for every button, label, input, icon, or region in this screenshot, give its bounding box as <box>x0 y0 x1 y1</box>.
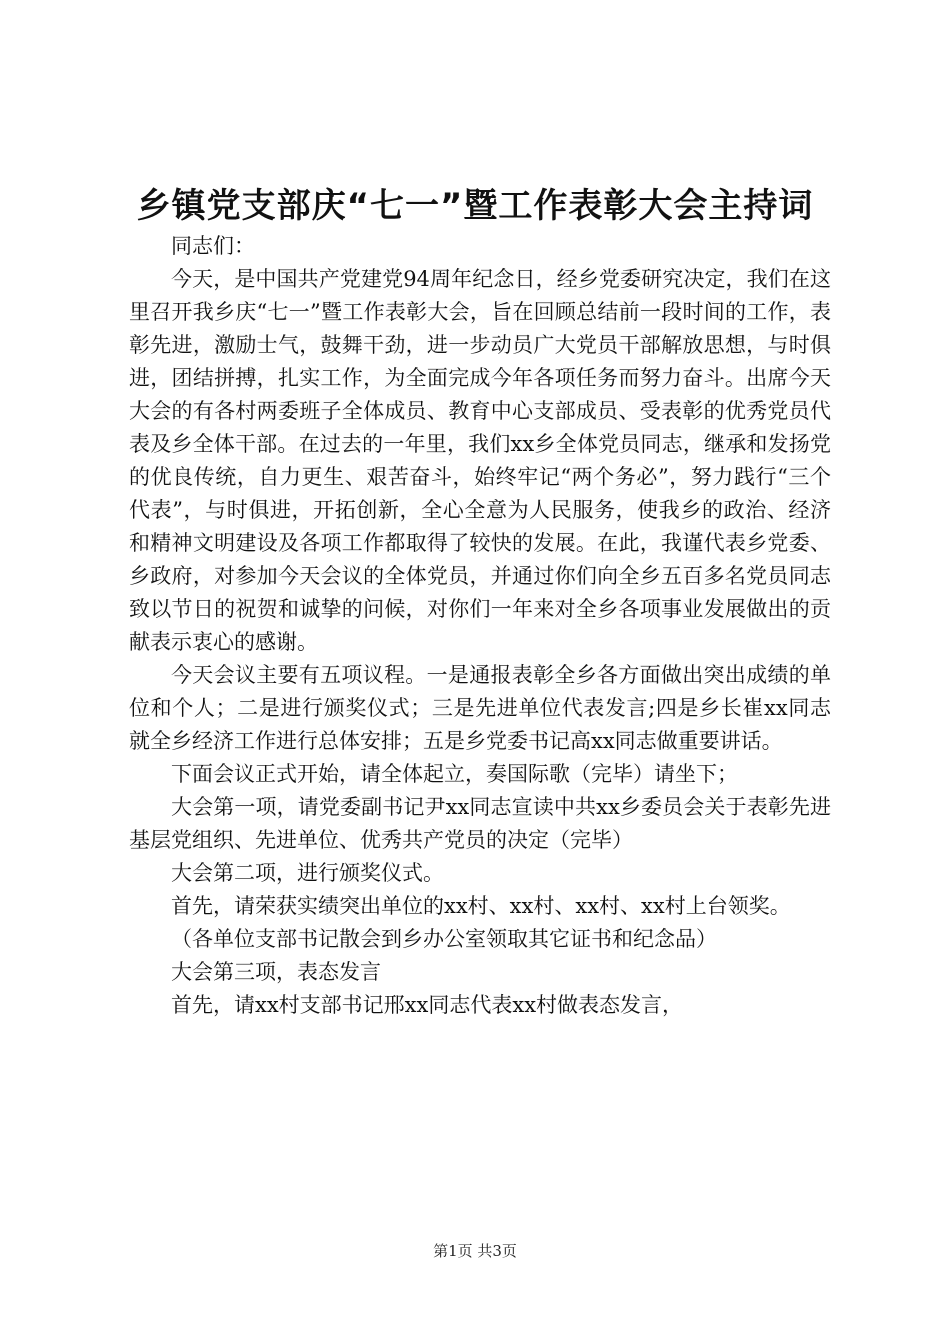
paragraph-certificate-note: （各单位支部书记散会到乡办公室领取其它证书和纪念品） <box>171 927 717 951</box>
document-body <box>129 230 831 1022</box>
paragraph-item-one: 大会第一项，请党委副书记尹xx同志宣读中共xx乡委员会关于表彰先进基层党组织、先进单位、优秀共产党员的决定（完毕） <box>129 795 831 852</box>
paragraph-anthem: 下面会议正式开始，请全体起立，奏国际歌（完毕）请坐下； <box>171 762 738 786</box>
paragraph-opening: 今天，是中国共产党建党94周年纪念日，经乡党委研究决定，我们在这里召开我乡庆“七一”暨工作表彰大会，旨在回顾总结前一段时间的工作，表彰先进，激励士气，鼓舞干劲，进一步动员广大党员干部解放思想，与时俱进，团结拼搏，扎实工作，为全面完成今年各项任务而努力奋斗。出席今天大会的有各村两委班子全体成员、教育中心支部成员、受表彰的优秀党员代表及乡全体干部。在过去的一年里，我们xx乡全体党员同志，继承和发扬党的优良传统，自力更生、艰苦奋斗，始终牢记“两个务必”，努力践行“三个代表”，与时俱进，开拓创新，全心全意为人民服务，使我乡的政治、经济和精神文明建设及各项工作都取得了较快的发展。在此，我谨代表乡党委、乡政府，对参加今天会议的全体党员，并通过你们向全乡五百多名党员同志致以节日的祝贺和诚挚的问候，对你们一年来对全乡各项事业发展做出的贡献表示衷心的感谢。 <box>129 267 831 654</box>
paragraph-first-speaker: 首先，请xx村支部书记邢xx同志代表xx村做表态发言， <box>171 993 684 1017</box>
paragraph-item-three: 大会第三项，表态发言 <box>171 960 381 984</box>
paragraph-award-units: 首先，请荣获实绩突出单位的xx村、xx村、xx村、xx村上台领奖。 <box>171 894 791 918</box>
page-footer: 第1页 共3页 <box>433 1242 517 1260</box>
paragraph-salutation: 同志们： <box>171 234 255 258</box>
paragraph-item-two: 大会第二项，进行颁奖仪式。 <box>171 861 444 885</box>
paragraph-agenda: 今天会议主要有五项议程。一是通报表彰全乡各方面做出突出成绩的单位和个人；二是进行颁奖仪式；三是先进单位代表发言;四是乡长崔xx同志就全乡经济工作进行总体安排；五是乡党委书记高xx同志做重要讲话。 <box>129 663 831 753</box>
document-title: 乡镇党支部庆“七一”暨工作表彰大会主持词 <box>136 186 814 226</box>
